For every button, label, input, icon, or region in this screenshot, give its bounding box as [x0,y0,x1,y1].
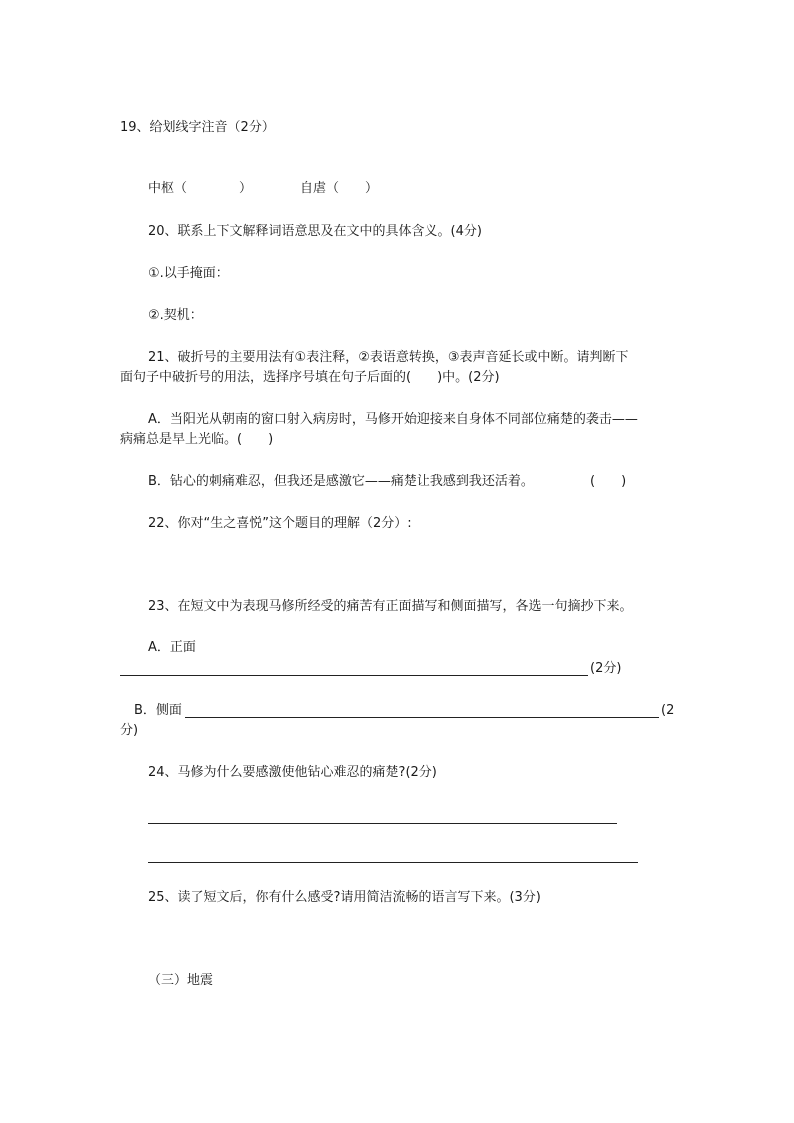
q20-item-2: ②.契机： [148,308,203,323]
q23-answer-line-b[interactable] [185,717,659,718]
question-20: 20、联系上下文解释词语意思及在文中的具体含义。(4分) [148,224,482,239]
question-21-line-1: 21、破折号的主要用法有①表注释，②表语意转换，③表声音延长或中断。请判断下 [148,350,629,365]
q21-option-a-line-2: 病痛总是早上光临。( ) [120,432,274,447]
section-3-title: （三）地震 [148,973,214,988]
q23-score-b-part-1: (2 [661,703,675,718]
q24-answer-line-2[interactable] [148,862,638,863]
question-19: 19、给划线字注音（2分） [120,120,275,135]
q23-answer-line-a[interactable] [120,675,588,676]
q20-item-1: ①.以手掩面： [148,266,229,281]
question-22: 22、你对“生之喜悦”这个题目的理解（2分）: [148,516,412,531]
question-24: 24、马修为什么要感激使他钻心难忍的痛楚?(2分) [148,765,437,780]
q23-score-b-part-2: 分) [120,723,139,738]
q23-score-a: (2分) [590,661,622,676]
q21-option-b: B．钻心的刺痛难忍，但我还是感激它——痛楚让我感到我还活着。 [148,474,534,489]
question-25: 25、读了短文后，你有什么感受?请用简洁流畅的语言写下来。(3分) [148,890,541,905]
q23-label-a: A．正面 [148,640,196,655]
q19-item-zinue: 自虐（ ） [300,181,379,196]
q24-answer-line-1[interactable] [148,823,617,824]
q21-option-a-line-1: A．当阳光从朝南的窗口射入病房时，马修开始迎接来自身体不同部位痛楚的袭击—— [148,412,638,427]
question-23: 23、在短文中为表现马修所经受的痛苦有正面描写和侧面描写，各选一句摘抄下来。 [148,599,633,614]
q19-item-zhongshu: 中枢（ ） [148,181,253,196]
q21-option-b-blank: ( ) [590,474,627,489]
question-21-line-2: 面句子中破折号的用法，选择序号填在句子后面的( )中。(2分) [120,370,500,385]
q23-label-b: B．侧面 [134,703,182,718]
